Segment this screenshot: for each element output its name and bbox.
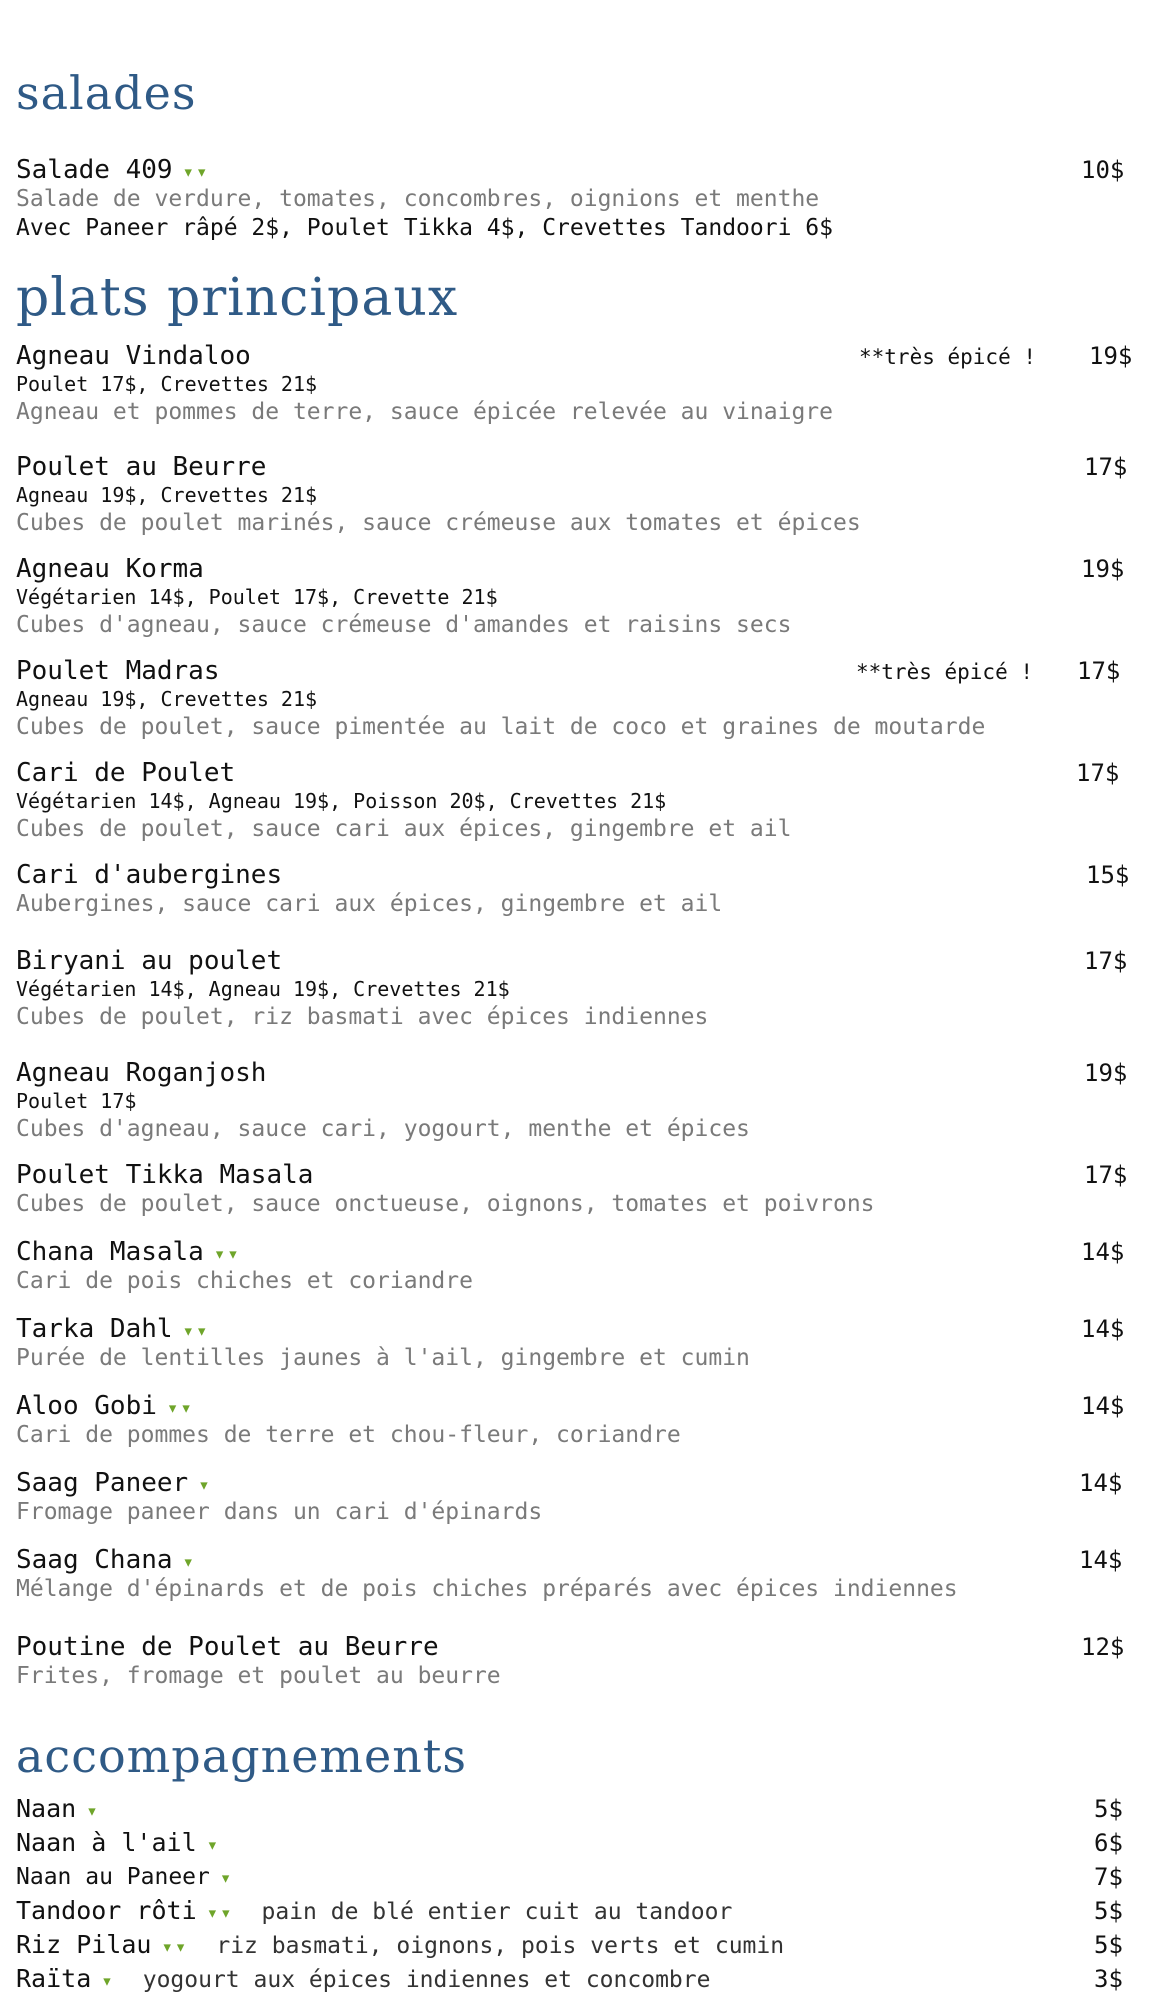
item-description: Frites, fromage et poulet au beurre [16, 1663, 501, 1689]
item-description: Fromage paneer dans un cari d'épinards [16, 1499, 543, 1525]
item-name: Chana Masala [16, 1237, 204, 1267]
vegetarian-icon: ▾▾ [161, 1936, 189, 1958]
vegetarian-icon: ▾▾ [182, 1320, 210, 1342]
item-price: 14$ [1081, 1392, 1125, 1420]
item-price: 17$ [1077, 657, 1121, 685]
item-name: Poulet Madras [16, 656, 220, 686]
item-name: Cari d'aubergines [16, 860, 283, 890]
item-price: 14$ [1081, 1238, 1125, 1266]
side-item [16, 1962, 1136, 1996]
menu-item [16, 1315, 1136, 1373]
side-item [16, 1928, 1136, 1962]
menu-item [16, 555, 1136, 640]
item-description: Cubes de poulet, sauce onctueuse, oignons, tomates et poivrons [16, 1191, 875, 1217]
item-variants: Végétarien 14$, Agneau 19$, Crevettes 21$ [16, 977, 510, 1001]
menu-item [16, 947, 1136, 1032]
item-name: Poutine de Poulet au Beurre [16, 1632, 439, 1662]
item-price: 17$ [1084, 453, 1128, 481]
item-name: Saag Paneer [16, 1468, 189, 1498]
item-name: Biryani au poulet [16, 946, 283, 976]
item-description: Cubes de poulet, sauce cari aux épices, gingembre et ail [16, 816, 792, 842]
item-description: Cari de pommes de terre et chou-fleur, coriandre [16, 1422, 681, 1448]
item-price: 17$ [1076, 759, 1120, 787]
menu-item [16, 1238, 1136, 1296]
item-description: yogourt aux épices indiennes et concombre [142, 1967, 711, 1993]
item-name: Cari de Poulet [16, 758, 236, 788]
item-name: Aloo Gobi [16, 1391, 157, 1421]
item-name: Poulet Tikka Masala [16, 1160, 314, 1190]
item-name: Agneau Roganjosh [16, 1058, 267, 1088]
item-price: 3$ [1094, 1965, 1123, 1993]
item-name: Riz Pilau [16, 1930, 152, 1959]
item-name: Agneau Vindaloo [16, 341, 251, 371]
item-name: Naan à l'ail [16, 1828, 197, 1857]
section-title-accompagnements: accompagnements [16, 1729, 467, 1783]
item-name: Tandoor rôti [16, 1896, 197, 1925]
item-price: 5$ [1094, 1795, 1123, 1823]
menu-item [16, 1469, 1136, 1527]
item-name: Naan [16, 1794, 77, 1823]
item-name: Saag Chana [16, 1545, 173, 1575]
item-price: 5$ [1094, 1897, 1123, 1925]
item-price: 5$ [1094, 1931, 1123, 1959]
menu-item [16, 1392, 1136, 1450]
spicy-note: **très épicé ! [856, 660, 1034, 684]
item-variants: Végétarien 14$, Poulet 17$, Crevette 21$ [16, 585, 498, 609]
vegetarian-icon: ▾ [206, 1834, 221, 1856]
item-price: 19$ [1084, 1059, 1128, 1087]
vegetarian-icon: ▾▾ [213, 1243, 241, 1265]
item-price: 19$ [1081, 555, 1125, 583]
vegetarian-icon: ▾▾ [166, 1397, 194, 1419]
vegetarian-icon: ▾▾ [182, 161, 210, 183]
item-variants: Poulet 17$, Crevettes 21$ [16, 372, 318, 396]
vegetarian-icon: ▾ [101, 1970, 115, 1992]
menu-item [16, 1546, 1136, 1604]
spicy-note: **très épicé ! [859, 345, 1037, 369]
item-price: 7$ [1094, 1863, 1123, 1891]
item-description: Cubes d'agneau, sauce cari, yogourt, menthe et épices [16, 1116, 750, 1142]
vegetarian-icon: ▾ [182, 1551, 196, 1573]
item-variants: Agneau 19$, Crevettes 21$ [16, 483, 318, 507]
item-price: 17$ [1084, 1161, 1128, 1189]
item-price: 15$ [1086, 861, 1130, 889]
side-item [16, 1792, 1136, 1826]
menu-item [16, 453, 1136, 538]
item-name: Naan au Paneer [16, 1864, 210, 1890]
item-variants: Végétarien 14$, Agneau 19$, Poisson 20$, Crevettes 21$ [16, 789, 667, 813]
item-description: Cubes de poulet, riz basmati avec épices indiennes [16, 1004, 709, 1030]
vegetarian-icon: ▾ [198, 1474, 212, 1496]
item-description: pain de blé entier cuit au tandoor [261, 1899, 733, 1925]
item-name: Poulet au Beurre [16, 452, 267, 482]
item-description: Cubes de poulet marinés, sauce crémeuse aux tomates et épices [16, 510, 861, 536]
menu-item [16, 657, 1136, 742]
vegetarian-icon: ▾ [219, 1867, 234, 1889]
item-price: 6$ [1094, 1829, 1123, 1857]
vegetarian-icon: ▾ [86, 1800, 100, 1822]
item-variants: Poulet 17$ [16, 1089, 137, 1113]
item-variants: Agneau 19$, Crevettes 21$ [16, 687, 318, 711]
item-description: Cubes de poulet, sauce pimentée au lait de coco et graines de moutarde [16, 714, 986, 740]
menu-item [16, 342, 1136, 427]
item-description: Salade de verdure, tomates, concombres, oignions et menthe [16, 186, 820, 212]
section-title-salades: salades [16, 66, 197, 120]
item-price: 12$ [1081, 1633, 1125, 1661]
item-description: Purée de lentilles jaunes à l'ail, gingembre et cumin [16, 1345, 750, 1371]
side-item [16, 1860, 1136, 1894]
menu-item [16, 1633, 1136, 1691]
item-description: Aubergines, sauce cari aux épices, gingembre et ail [16, 891, 723, 917]
item-price: 14$ [1079, 1469, 1123, 1497]
item-description: Cubes d'agneau, sauce crémeuse d'amandes et raisins secs [16, 612, 792, 638]
section-title-plats-principaux: plats principaux [16, 268, 459, 328]
menu-item [16, 1059, 1136, 1144]
menu-item [16, 1161, 1136, 1219]
item-price: 17$ [1084, 947, 1128, 975]
item-description: Agneau et pommes de terre, sauce épicée relevée au vinaigre [16, 399, 833, 425]
side-item [16, 1826, 1136, 1860]
item-price: 14$ [1081, 1315, 1125, 1343]
item-description: riz basmati, oignons, pois verts et cumin [216, 1933, 785, 1959]
item-price: 19$ [1089, 342, 1133, 370]
side-item [16, 1894, 1136, 1928]
item-description: Mélange d'épinards et de pois chiches préparés avec épices indiennes [16, 1576, 958, 1602]
menu-item [16, 759, 1136, 844]
vegetarian-icon: ▾▾ [206, 1902, 234, 1924]
item-name: Salade 409 [16, 155, 173, 185]
menu-item [16, 861, 1136, 919]
item-description: Cari de pois chiches et coriandre [16, 1268, 473, 1294]
item-name: Agneau Korma [16, 554, 204, 584]
menu-item [16, 156, 1136, 243]
item-name: Tarka Dahl [16, 1314, 173, 1344]
item-price: 14$ [1079, 1546, 1123, 1574]
item-price: 10$ [1081, 156, 1125, 184]
item-addons: Avec Paneer râpé 2$, Poulet Tikka 4$, Crevettes Tandoori 6$ [16, 215, 833, 241]
item-name: Raïta [16, 1964, 92, 1993]
restaurant-menu [16, 0, 1136, 2000]
